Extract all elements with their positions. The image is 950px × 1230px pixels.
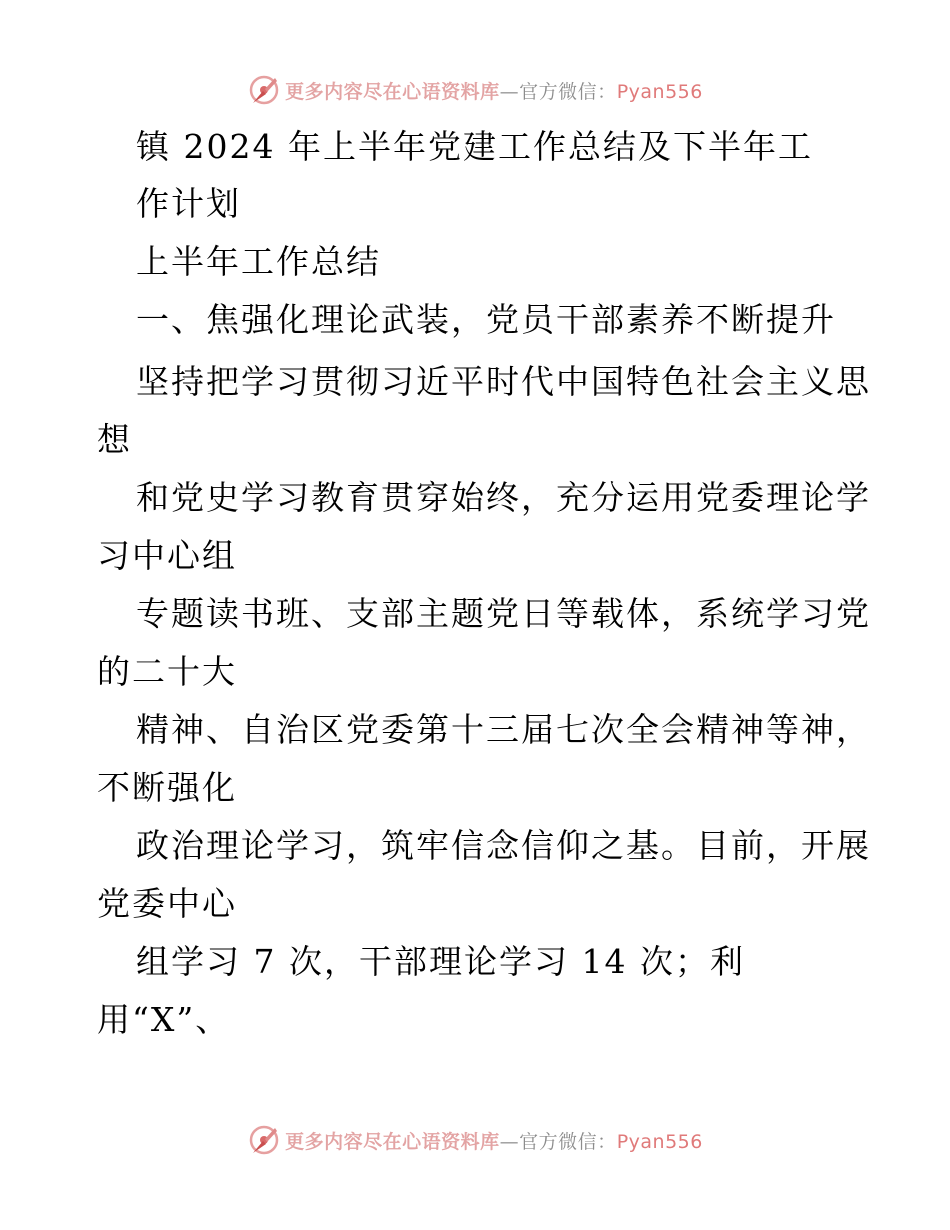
doc-title-line-1: 镇 2024 年上半年党建工作总结及下半年工 — [136, 127, 813, 166]
watermark-brand-text: 更多内容尽在心语资料库 — [285, 1130, 500, 1153]
watermark-label: 官方微信： — [519, 1130, 617, 1153]
doc-title-line-2: 作计划 — [136, 184, 241, 223]
paragraph-line: 用“X”、 — [97, 1000, 231, 1039]
paragraph-line: 专题读书班、支部主题党日等载体，系统学习党 — [136, 594, 871, 633]
quill-pen-logo-icon — [247, 1123, 281, 1157]
paragraph-line: 政治理论学习，筑牢信念信仰之基。目前，开展 — [136, 826, 871, 865]
watermark-label: 官方微信： — [519, 80, 617, 103]
paragraph-line: 的二十大 — [97, 652, 237, 691]
watermark-dash: — — [499, 1130, 520, 1153]
footer-watermark — [0, 1120, 950, 1160]
paragraph-line: 习中心组 — [97, 536, 237, 575]
paragraph-line: 组学习 7 次，干部理论学习 14 次；利 — [136, 942, 745, 981]
paragraph-line: 不断强化 — [97, 768, 237, 807]
paragraph-line: 精神、自治区党委第十三届七次全会精神等神， — [136, 710, 871, 749]
doc-heading: 上半年工作总结 — [136, 242, 381, 281]
doc-section-heading: 一、焦强化理论武装，党员干部素养不断提升 — [136, 300, 836, 339]
paragraph-line: 想 — [97, 420, 132, 459]
watermark-brand-text: 更多内容尽在心语资料库 — [285, 80, 500, 103]
watermark-wechat-id: Pyan556 — [616, 80, 703, 103]
watermark-dash: — — [499, 80, 520, 103]
paragraph-line: 和党史学习教育贯穿始终，充分运用党委理论学 — [136, 478, 871, 517]
paragraph-line: 坚持把学习贯彻习近平时代中国特色社会主义思 — [136, 362, 871, 401]
paragraph-line: 党委中心 — [97, 884, 237, 923]
watermark-wechat-id: Pyan556 — [616, 1130, 703, 1153]
